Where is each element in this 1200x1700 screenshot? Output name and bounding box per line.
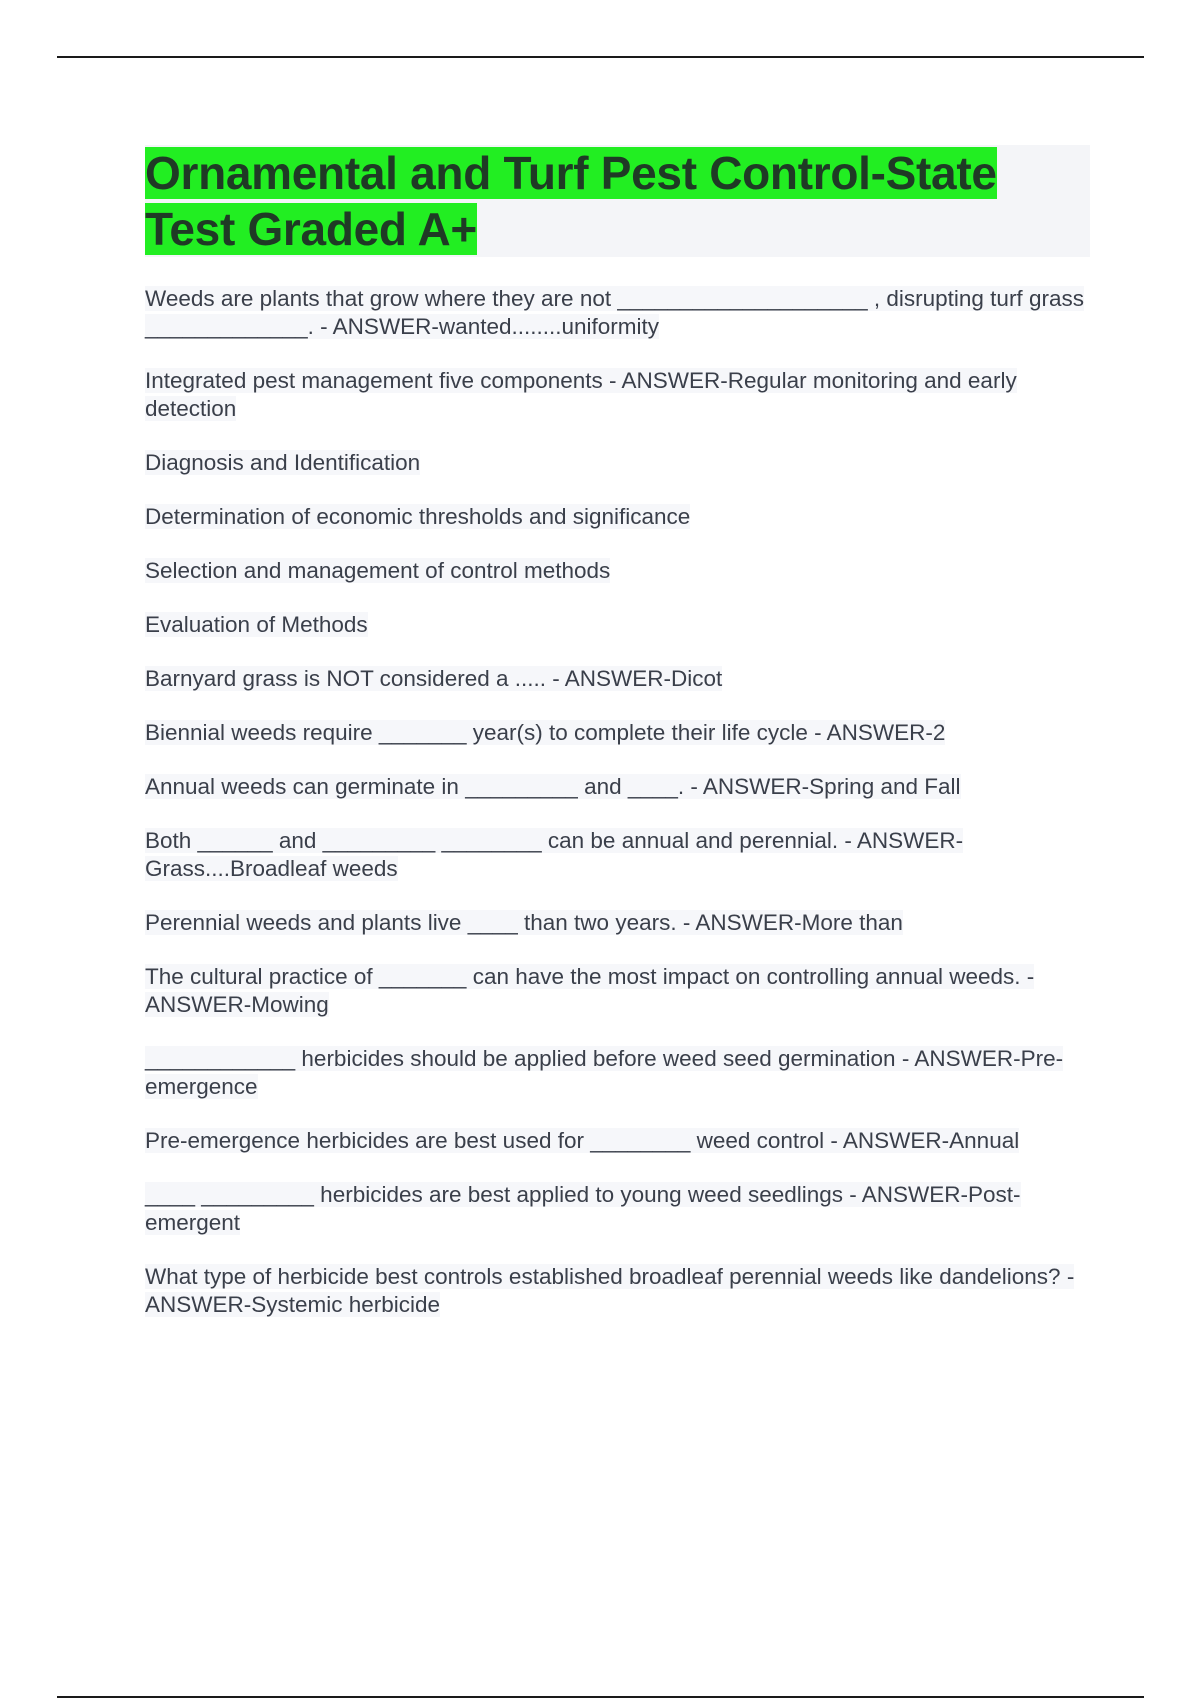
qa-entry	[145, 1263, 1090, 1319]
qa-entry	[145, 503, 1090, 531]
document-title	[145, 145, 1090, 257]
title-block	[145, 145, 1090, 257]
entry-text: Perennial weeds and plants live ____ than two years. - ANSWER-More than	[145, 910, 903, 935]
qa-entry	[145, 557, 1090, 585]
entry-text: Diagnosis and Identification	[145, 450, 421, 475]
qa-entry	[145, 285, 1090, 341]
entry-text: Barnyard grass is NOT considered a ..... - ANSWER-Dicot	[145, 666, 723, 691]
qa-entry	[145, 963, 1090, 1019]
qa-entry	[145, 1181, 1090, 1237]
entry-text: Evaluation of Methods	[145, 612, 368, 637]
footer-rule	[57, 1696, 1144, 1698]
qa-entry	[145, 611, 1090, 639]
qa-entry	[145, 1127, 1090, 1155]
entry-text: Weeds are plants that grow where they are not ____________________ , disrupting turf grass _____________. - ANSWER-wanted........uniformity	[145, 286, 1084, 339]
qa-entry	[145, 1045, 1090, 1101]
header-rule	[57, 56, 1144, 58]
entry-text: Annual weeds can germinate in _________ and ____. - ANSWER-Spring and Fall	[145, 774, 961, 799]
entry-text: Selection and management of control methods	[145, 558, 611, 583]
entry-text: ____________ herbicides should be applied before weed seed germination - ANSWER-Pre-emergence	[145, 1046, 1064, 1099]
entry-text: Determination of economic thresholds and significance	[145, 504, 691, 529]
qa-entry	[145, 719, 1090, 747]
document-body	[145, 145, 1090, 1345]
entry-text: Pre-emergence herbicides are best used for ________ weed control - ANSWER-Annual	[145, 1128, 1020, 1153]
qa-entry	[145, 909, 1090, 937]
qa-entry	[145, 665, 1090, 693]
qa-entry	[145, 367, 1090, 423]
title-highlight: Ornamental and Turf Pest Control-State Test Graded A+	[145, 147, 997, 255]
entry-text: The cultural practice of _______ can have the most impact on controlling annual weeds. - ANSWER-Mowing	[145, 964, 1035, 1017]
entry-text: ____ _________ herbicides are best applied to young weed seedlings - ANSWER-Post-emergent	[145, 1182, 1021, 1235]
entry-text: What type of herbicide best controls established broadleaf perennial weeds like dandelions? - ANSWER-Systemic herbicide	[145, 1264, 1075, 1317]
qa-entry	[145, 449, 1090, 477]
entry-text: Biennial weeds require _______ year(s) to complete their life cycle - ANSWER-2	[145, 720, 946, 745]
entry-text: Both ______ and _________ ________ can be annual and perennial. - ANSWER-Grass....Broadleaf weeds	[145, 828, 964, 881]
qa-entry	[145, 827, 1090, 883]
entry-text: Integrated pest management five components - ANSWER-Regular monitoring and early detection	[145, 368, 1017, 421]
qa-entry	[145, 773, 1090, 801]
